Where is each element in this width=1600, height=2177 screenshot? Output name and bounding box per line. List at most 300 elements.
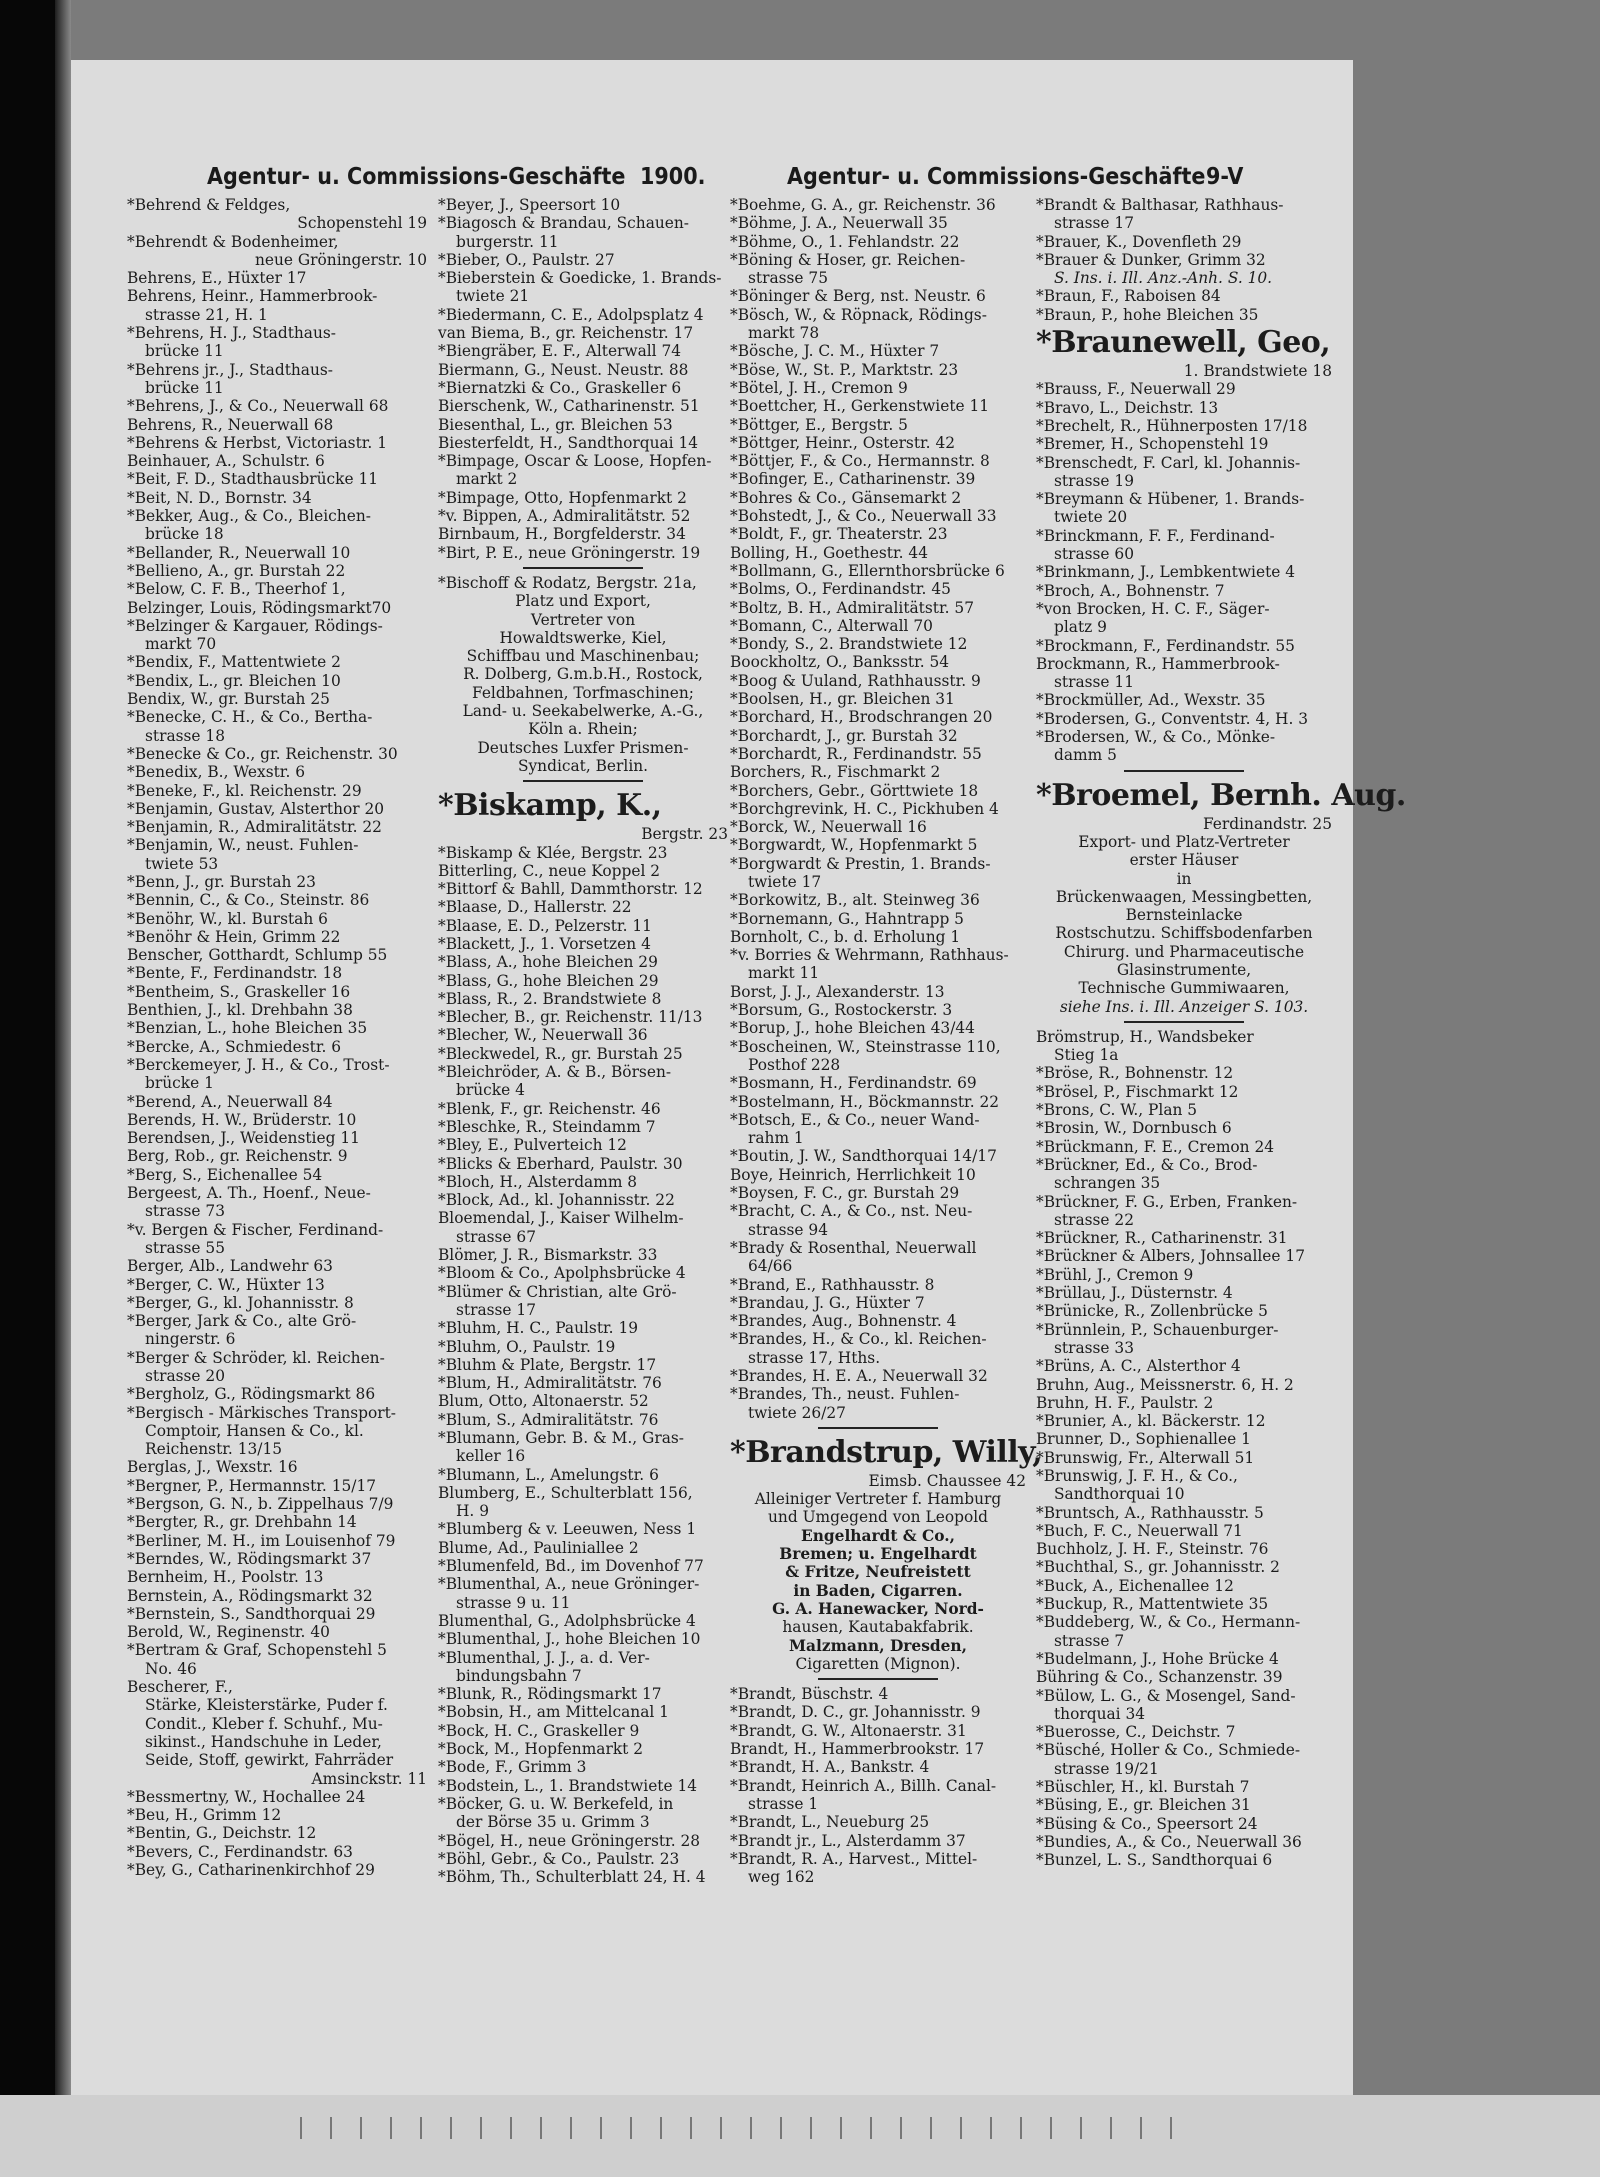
directory-entry: *Bluhm, O., Paulstr. 19	[438, 1337, 616, 1356]
directory-entry: *Bleichröder, A. & B., Börsen-	[438, 1063, 672, 1082]
directory-entry: R. Dolberg, G.m.b.H., Rostock,	[463, 665, 703, 684]
directory-entry: *Blum, S., Admiralitätstr. 76	[438, 1410, 659, 1429]
directory-entry: *Brandt, D. C., gr. Johannisstr. 9	[730, 1703, 981, 1722]
directory-entry: twiete 53	[145, 854, 219, 873]
directory-entry: und Umgegend von Leopold	[768, 1508, 988, 1527]
directory-entry: *Bentheim, S., Graskeller 16	[127, 982, 351, 1001]
directory-entry: Schiffbau und Maschinenbau;	[466, 647, 700, 666]
directory-entry: *Blumberg & v. Leeuwen, Ness 1	[438, 1520, 697, 1539]
directory-entry: Technische Gummiwaaren,	[1078, 979, 1290, 998]
directory-entry: *Brandes, Th., neust. Fuhlen-	[730, 1385, 960, 1404]
directory-entry: Bornholt, C., b. d. Erholung 1	[730, 927, 961, 946]
directory-entry: strasse 17	[1054, 214, 1134, 233]
directory-entry: Amsinckstr. 11	[311, 1769, 427, 1788]
directory-entry: *Below, C. F. B., Theerhof 1,	[127, 580, 346, 599]
directory-entry: *Berger & Schröder, kl. Reichen-	[127, 1348, 385, 1367]
directory-entry: *Brandt jr., L., Alsterdamm 37	[730, 1831, 966, 1850]
directory-entry: *Boettcher, H., Gerkenstwiete 11	[730, 397, 990, 416]
directory-entry: Bierschenk, W., Catharinenstr. 51	[438, 397, 700, 416]
directory-entry: brücke 11	[145, 342, 224, 361]
directory-entry: keller 16	[456, 1447, 526, 1466]
directory-entry: brücke 18	[145, 525, 224, 544]
directory-entry: *Bofinger, E., Catharinenstr. 39	[730, 470, 976, 489]
directory-entry: *Brechelt, R., Hühnerposten 17/18	[1036, 416, 1308, 435]
directory-entry: *Bohres & Co., Gänsemarkt 2	[730, 488, 962, 507]
directory-entry: *Brandt, H. A., Bankstr. 4	[730, 1758, 930, 1777]
directory-entry: *Blumann, Gebr. B. & M., Gras-	[438, 1429, 684, 1447]
display-entry-name: *Braunewell, Geo,	[1036, 325, 1331, 361]
directory-entry: *Bergisch - Märkisches Transport-	[127, 1403, 396, 1422]
directory-entry: *Brandes, H., & Co., kl. Reichen-	[730, 1330, 987, 1349]
directory-entry: *Botsch, E., & Co., neuer Wand-	[730, 1110, 980, 1129]
separator-rule	[1124, 1021, 1244, 1023]
directory-entry: *Bösch, W., & Röpnack, Rödings-	[730, 305, 987, 324]
directory-entry: *Behrens & Herbst, Victoriastr. 1	[127, 433, 388, 452]
directory-entry: strasse 20	[145, 1367, 225, 1385]
directory-entry: *Bock, M., Hopfenmarkt 2	[438, 1740, 644, 1759]
directory-entry: in Baden, Cigarren.	[793, 1581, 963, 1600]
directory-entry: Comptoir, Hansen & Co., kl.	[145, 1421, 364, 1440]
directory-entry: Bergeest, A. Th., Hoenf., Neue-	[127, 1184, 371, 1203]
directory-entry: Buchholz, J. H. F., Steinstr. 76	[1036, 1540, 1269, 1559]
directory-entry: strasse 33	[1054, 1338, 1134, 1357]
directory-entry: *Borsum, G., Rostockerstr. 3	[730, 1001, 953, 1020]
directory-entry: *Block, Ad., kl. Johannisstr. 22	[438, 1191, 675, 1210]
directory-entry: Berg, Rob., gr. Reichenstr. 9	[127, 1147, 348, 1166]
directory-entry: *Brosin, W., Dornbusch 6	[1036, 1119, 1232, 1138]
directory-entry: Berold, W., Reginenstr. 40	[127, 1623, 330, 1642]
directory-entry: *Berger, Jark & Co., alte Grö-	[127, 1312, 357, 1331]
directory-entry: Köln a. Rhein;	[528, 720, 638, 739]
directory-entry: *Boltz, B. H., Admiralitätstr. 57	[730, 598, 974, 617]
directory-entry: *Berg, S., Eichenallee 54	[127, 1165, 323, 1184]
directory-entry: *Boog & Uuland, Rathhausstr. 9	[730, 671, 981, 690]
directory-entry: *Bunzel, L. S., Sandthorquai 6	[1036, 1851, 1273, 1870]
directory-entry: *Boehme, G. A., gr. Reichenstr. 36	[730, 196, 996, 214]
directory-entry: *Blumenthal, A., neue Gröninger-	[438, 1575, 700, 1594]
directory-entry: *Blecher, W., Neuerwall 36	[438, 1026, 648, 1045]
directory-entry: *Bosmann, H., Ferdinandstr. 69	[730, 1074, 977, 1093]
directory-entry: platz 9	[1054, 618, 1107, 637]
directory-entry: *Bergholz, G., Rödingsmarkt 86	[127, 1385, 376, 1404]
directory-entry: *Brockmann, F., Ferdinandstr. 55	[1036, 636, 1295, 655]
directory-entry: *Boysen, F. C., gr. Burstah 29	[730, 1184, 960, 1203]
directory-entry: siehe Ins. i. Ill. Anzeiger S. 103.	[1059, 997, 1309, 1016]
directory-entry: Land- u. Seekabelwerke, A.-G.,	[462, 702, 704, 721]
directory-entry: *Borchgrevink, H. C., Pickhuben 4	[730, 799, 999, 818]
directory-entry: *Bodstein, L., 1. Brandstwiete 14	[438, 1776, 698, 1795]
directory-entry: Schopenstehl 19	[297, 214, 427, 233]
directory-entry: *Bente, F., Ferdinandstr. 18	[127, 964, 343, 983]
directory-entry: van Biema, B., gr. Reichenstr. 17	[438, 324, 694, 343]
running-header	[60, 164, 1244, 194]
header-left-title: Agentur- u. Commissions-Geschäfte	[207, 164, 626, 190]
directory-entry: Deutsches Luxfer Prismen-	[477, 738, 689, 757]
directory-entry: Biesenthal, L., gr. Bleichen 53	[438, 415, 673, 434]
directory-entry: *Blass, A., hohe Bleichen 29	[438, 953, 658, 972]
directory-entry: *Bösche, J. C. M., Hüxter 7	[730, 342, 940, 361]
directory-entry: *Borup, J., hohe Bleichen 43/44	[730, 1019, 975, 1038]
directory-entry: *Borgwardt, W., Hopfenmarkt 5	[730, 836, 978, 855]
directory-entry: *Beu, H., Grimm 12	[127, 1806, 282, 1825]
column-1	[127, 196, 427, 1879]
directory-entry: *Berend, A., Neuerwall 84	[127, 1092, 333, 1111]
directory-entry: *Bögel, H., neue Gröningerstr. 28	[438, 1831, 701, 1850]
directory-entry: Bitterling, C., neue Koppel 2	[438, 861, 661, 880]
directory-entry: *Brauer & Dunker, Grimm 32	[1036, 250, 1266, 269]
directory-entry: *Breymann & Hübener, 1. Brands-	[1036, 490, 1305, 509]
directory-entry: *Bock, H. C., Graskeller 9	[438, 1721, 640, 1740]
directory-entry: *Behrens, J., & Co., Neuerwall 68	[127, 397, 389, 416]
directory-entry: Rostschutzu. Schiffsbodenfarben	[1055, 924, 1313, 943]
directory-entry: *Brons, C. W., Plan 5	[1036, 1101, 1198, 1120]
directory-entry: *Benn, J., gr. Burstah 23	[127, 872, 316, 891]
directory-entry: markt 11	[748, 964, 820, 983]
directory-entry: *Bornemann, G., Hahntrapp 5	[730, 909, 964, 928]
directory-entry: *Buddeberg, W., & Co., Hermann-	[1036, 1613, 1301, 1632]
directory-entry: Berendsen, J., Weidenstieg 11	[127, 1129, 360, 1148]
directory-entry: *Benzian, L., hohe Bleichen 35	[127, 1019, 368, 1038]
directory-entry: *v. Bippen, A., Admiralitätstr. 52	[438, 507, 691, 526]
directory-entry: *Biengräber, E. F., Alterwall 74	[438, 342, 682, 361]
directory-entry: Borst, J. J., Alexanderstr. 13	[730, 982, 945, 1001]
directory-entry: *Bluhm, H. C., Paulstr. 19	[438, 1319, 639, 1338]
directory-entry: strasse 73	[145, 1202, 225, 1221]
directory-entry: *Bleschke, R., Steindamm 7	[438, 1117, 656, 1136]
directory-entry: *Bohstedt, J., & Co., Neuerwall 33	[730, 507, 997, 526]
directory-entry: *Böninger & Berg, nst. Neustr. 6	[730, 287, 986, 306]
directory-entry: twiete 17	[748, 872, 822, 891]
directory-entry: Blumberg, E., Schulterblatt 156,	[438, 1483, 693, 1502]
directory-entry: erster Häuser	[1129, 851, 1239, 870]
directory-entry: *Benecke & Co., gr. Reichenstr. 30	[127, 744, 398, 763]
directory-entry: *Brauer, K., Dovenfleth 29	[1036, 232, 1242, 251]
directory-entry: *Berndes, W., Rödingsmarkt 37	[127, 1549, 372, 1568]
directory-entry: strasse 75	[748, 269, 828, 288]
directory-entry: & Fritze, Neufreistett	[785, 1563, 971, 1582]
directory-entry: der Börse 35 u. Grimm 3	[456, 1813, 650, 1832]
directory-entry: *Blenk, F., gr. Reichenstr. 46	[438, 1099, 661, 1118]
directory-entry: strasse 67	[456, 1227, 536, 1246]
directory-entry: *Brüns, A. C., Alsterthor 4	[1036, 1357, 1241, 1376]
directory-entry: *Böning & Hoser, gr. Reichen-	[730, 250, 966, 269]
directory-entry: *Buch, F. C., Neuerwall 71	[1036, 1521, 1243, 1540]
directory-entry: Behrens, R., Neuerwall 68	[127, 415, 334, 434]
directory-entry: *Blümer & Christian, alte Grö-	[438, 1282, 677, 1301]
scan-dark-border	[0, 0, 55, 2177]
directory-entry: Malzmann, Dresden,	[789, 1636, 967, 1655]
directory-entry: burgerstr. 11	[456, 232, 559, 251]
directory-entry: *Biskamp & Klée, Bergstr. 23	[438, 843, 668, 862]
directory-entry: *Bollmann, G., Ellernthorsbrücke 6	[730, 561, 1005, 580]
directory-entry: Posthof 228	[748, 1055, 841, 1074]
directory-entry: *Borchardt, R., Ferdinandstr. 55	[730, 744, 982, 763]
directory-entry: *Böhme, J. A., Neuerwall 35	[730, 214, 948, 233]
directory-entry: *Bentin, G., Deichstr. 12	[127, 1824, 317, 1843]
directory-entry: thorquai 34	[1054, 1704, 1146, 1723]
directory-entry: Benthien, J., kl. Drehbahn 38	[127, 1001, 353, 1020]
directory-entry: *Beit, N. D., Bornstr. 34	[127, 488, 312, 507]
directory-entry: Benscher, Gotthardt, Schlump 55	[127, 946, 388, 965]
directory-entry: 64/66	[748, 1257, 793, 1276]
directory-entry: Feldbahnen, Torfmaschinen;	[471, 683, 694, 702]
directory-entry: Blömer, J. R., Bismarkstr. 33	[438, 1246, 658, 1265]
directory-entry: *Buerosse, C., Deichstr. 7	[1036, 1723, 1236, 1742]
directory-entry: Bescherer, F.,	[127, 1678, 233, 1697]
directory-entry: *Bimpage, Otto, Hopfenmarkt 2	[438, 488, 687, 507]
directory-entry: *Borchard, H., Brodschrangen 20	[730, 708, 993, 727]
directory-entry: brücke 1	[145, 1074, 214, 1093]
directory-entry: *Brenschedt, F. Carl, kl. Johannis-	[1036, 453, 1301, 472]
separator-rule	[818, 1427, 938, 1429]
directory-entry: *Borchers, Gebr., Görttwiete 18	[730, 781, 979, 800]
directory-entry: *Brandt, Heinrich A., Billh. Canal-	[730, 1776, 997, 1795]
directory-entry: *Berckemeyer, J. H., & Co., Trost-	[127, 1055, 390, 1074]
directory-entry: *Brünnlein, P., Schauenburger-	[1036, 1320, 1279, 1339]
directory-entry: strasse 18	[145, 726, 225, 745]
directory-entry: *Brand, E., Rathhausstr. 8	[730, 1275, 935, 1294]
directory-entry: *Bekker, Aug., & Co., Bleichen-	[127, 507, 371, 526]
directory-entry: damm 5	[1054, 746, 1117, 765]
directory-entry: *Benöhr & Hein, Grimm 22	[127, 927, 341, 946]
directory-entry: *Braun, F., Raboisen 84	[1036, 287, 1221, 306]
directory-entry: *Bercke, A., Schmiedestr. 6	[127, 1037, 342, 1056]
directory-entry: *Böttjer, F., & Co., Hermannstr. 8	[730, 452, 990, 471]
directory-entry: Boye, Heinrich, Herrlichkeit 10	[730, 1165, 976, 1184]
directory-entry: hausen, Kautabakfabrik.	[782, 1618, 974, 1637]
directory-entry: schrangen 35	[1054, 1174, 1161, 1193]
directory-entry: bindungsbahn 7	[456, 1666, 582, 1685]
directory-entry: strasse 17, Hths.	[748, 1348, 881, 1367]
directory-entry: Ferdinandstr. 25	[1202, 814, 1332, 833]
directory-entry: *Blecher, B., gr. Reichenstr. 11/13	[438, 1008, 703, 1027]
directory-entry: strasse 7	[1054, 1631, 1125, 1650]
book-gutter	[55, 0, 71, 2177]
directory-entry: weg 162	[748, 1868, 815, 1887]
display-entry-name: *Brandstrup, Willy,	[730, 1434, 1043, 1470]
column-2	[438, 196, 728, 1886]
directory-entry: *Brünicke, R., Zollenbrücke 5	[1036, 1302, 1268, 1321]
directory-entry: *Böttger, Heinr., Osterstr. 42	[730, 433, 956, 452]
directory-entry: Bernsteinlacke	[1125, 906, 1243, 925]
directory-entry: *Benjamin, Gustav, Alsterthor 20	[127, 799, 385, 818]
directory-entry: *Bimpage, Oscar & Loose, Hopfen-	[438, 452, 712, 471]
directory-entry: *Brunswig, J. F. H., & Co.,	[1036, 1467, 1238, 1485]
directory-entry: *Bellieno, A., gr. Burstah 22	[127, 561, 346, 580]
directory-entry: *Blumann, L., Amelungstr. 6	[438, 1465, 659, 1484]
directory-entry: *Belzinger & Kargauer, Rödings-	[127, 616, 383, 635]
directory-entry: *Bomann, C., Alterwall 70	[730, 616, 933, 635]
directory-entry: brücke 4	[456, 1081, 525, 1100]
directory-entry: *Borchardt, J., gr. Burstah 32	[730, 726, 958, 745]
column-4	[1036, 196, 1406, 1870]
directory-entry: *Bittorf & Bahll, Dammthorstr. 12	[438, 880, 703, 899]
directory-entry: *Berliner, M. H., im Louisenhof 79	[127, 1531, 396, 1550]
directory-entry: *Bracht, C. A., & Co., nst. Neu-	[730, 1202, 973, 1221]
directory-entry: *Bostelmann, H., Böckmannstr. 22	[730, 1092, 1000, 1111]
directory-entry: *Bergson, G. N., b. Zippelhaus 7/9	[127, 1495, 394, 1514]
directory-entry: Brandt, H., Hammerbrookstr. 17	[730, 1740, 985, 1759]
directory-entry: *Borkowitz, B., alt. Steinweg 36	[730, 891, 980, 910]
directory-entry: *Biagosch & Brandau, Schauen-	[438, 214, 689, 233]
directory-entry: *Brandt, G. W., Altonaerstr. 31	[730, 1721, 967, 1740]
directory-entry: Borchers, R., Fischmarkt 2	[730, 763, 941, 782]
directory-entry: *v. Bergen & Fischer, Ferdinand-	[127, 1220, 384, 1239]
directory-entry: strasse 17	[456, 1300, 536, 1319]
directory-entry: *Brinckmann, F. F., Ferdinand-	[1036, 526, 1275, 545]
directory-entry: Cigaretten (Mignon).	[795, 1654, 961, 1673]
directory-entry: *Brockmüller, Ad., Wexstr. 35	[1036, 691, 1266, 710]
directory-entry: *Budelmann, J., Hohe Brücke 4	[1036, 1649, 1279, 1668]
directory-entry: *Brauss, F., Neuerwall 29	[1036, 380, 1236, 399]
directory-entry: *Berger, C. W., Hüxter 13	[127, 1275, 325, 1294]
directory-entry: Beinhauer, A., Schulstr. 6	[127, 452, 325, 471]
directory-entry: *Bergter, R., gr. Drehbahn 14	[127, 1513, 357, 1532]
directory-entry: *Bleckwedel, R., gr. Burstah 25	[438, 1044, 683, 1063]
directory-entry: *Bellander, R., Neuerwall 10	[127, 543, 351, 562]
directory-entry: *Brandt, Büschstr. 4	[730, 1685, 889, 1704]
directory-entry: *Bendix, L., gr. Bleichen 10	[127, 671, 341, 690]
directory-entry: *Beneke, F., kl. Reichenstr. 29	[127, 781, 362, 800]
directory-entry: Brömstrup, H., Wandsbeker	[1036, 1027, 1254, 1046]
directory-entry: Vertreter von	[530, 610, 636, 629]
directory-entry: *von Brocken, H. C. F., Säger-	[1036, 599, 1270, 618]
directory-entry: G. A. Hanewacker, Nord-	[772, 1599, 984, 1618]
directory-entry: *Brückner & Albers, Johnsallee 17	[1036, 1247, 1305, 1266]
directory-entry: Howaldtswerke, Kiel,	[499, 628, 667, 647]
directory-entry: *Broch, A., Bohnenstr. 7	[1036, 581, 1225, 600]
directory-entry: *Brühl, J., Cremon 9	[1036, 1265, 1194, 1284]
directory-entry: Bremen; u. Engelhardt	[779, 1545, 977, 1564]
directory-entry: *Bernstein, S., Sandthorquai 29	[127, 1604, 376, 1623]
directory-entry: sikinst., Handschuhe in Leder,	[145, 1732, 382, 1751]
directory-entry: Bernstein, A., Rödingsmarkt 32	[127, 1586, 373, 1605]
directory-entry: strasse 55	[145, 1238, 225, 1257]
directory-entry: *Brunswig, Fr., Alterwall 51	[1036, 1448, 1255, 1467]
directory-entry: *Bieber, O., Paulstr. 27	[438, 250, 615, 269]
directory-entry: *Bergner, P., Hermannstr. 15/17	[127, 1476, 377, 1495]
directory-entry: *Bravo, L., Deichstr. 13	[1036, 398, 1219, 417]
directory-entry: brücke 11	[145, 378, 224, 397]
directory-entry: *Buckup, R., Mattentwiete 35	[1036, 1595, 1269, 1614]
directory-entry: Glasinstrumente,	[1116, 960, 1252, 979]
directory-entry: *Böhm, Th., Schulterblatt 24, H. 4	[438, 1868, 706, 1887]
directory-entry: *Büschler, H., kl. Burstah 7	[1036, 1778, 1250, 1797]
directory-entry: *Brandes, H. E. A., Neuerwall 32	[730, 1367, 988, 1385]
directory-entry: Syndicat, Berlin.	[517, 756, 649, 775]
directory-entry: *Benedix, B., Wexstr. 6	[127, 763, 306, 782]
directory-entry: strasse 9 u. 11	[456, 1593, 571, 1612]
directory-entry: *Berger, G., kl. Johannisstr. 8	[127, 1293, 354, 1312]
directory-entry: rahm 1	[748, 1129, 804, 1148]
directory-entry: *Beyer, J., Speersort 10	[438, 196, 621, 214]
directory-entry: *Bessmertny, W., Hochallee 24	[127, 1787, 366, 1806]
directory-entry: strasse 21, H. 1	[145, 305, 268, 324]
directory-entry: *Brandt, L., Neueburg 25	[730, 1813, 930, 1832]
directory-entry: markt 2	[456, 470, 518, 489]
directory-entry: *Blumenthal, J., hohe Bleichen 10	[438, 1630, 701, 1649]
directory-entry: *Benjamin, W., neust. Fuhlen-	[127, 836, 359, 855]
directory-entry: S. Ins. i. Ill. Anz.-Anh. S. 10.	[1054, 269, 1273, 288]
directory-entry: Behrens, Heinr., Hammerbrook-	[127, 287, 378, 306]
separator-rule	[523, 567, 643, 569]
directory-entry: *Buck, A., Eichenallee 12	[1036, 1576, 1234, 1595]
directory-entry: Bühring & Co., Schanzenstr. 39	[1036, 1668, 1283, 1687]
directory-entry: *Blumenfeld, Bd., im Dovenhof 77	[438, 1557, 704, 1576]
directory-entry: *Brüllau, J., Düsternstr. 4	[1036, 1284, 1233, 1303]
directory-entry: strasse 22	[1054, 1210, 1134, 1229]
directory-entry: *Bertram & Graf, Schopenstehl 5	[127, 1641, 387, 1660]
directory-entry: *Bundies, A., & Co., Neuerwall 36	[1036, 1832, 1302, 1851]
directory-entry: Bloemendal, J., Kaiser Wilhelm-	[438, 1209, 684, 1228]
directory-entry: Eimsb. Chaussee 42	[868, 1471, 1026, 1490]
directory-entry: Blume, Ad., Pauliniallee 2	[438, 1538, 639, 1557]
directory-entry: *Behrens jr., J., Stadthaus-	[127, 360, 333, 379]
directory-entry: *Brady & Rosenthal, Neuerwall	[730, 1238, 977, 1257]
directory-entry: Bendix, W., gr. Burstah 25	[127, 690, 330, 709]
directory-entry: markt 70	[145, 635, 217, 654]
directory-entry: *Bloom & Co., Apolphsbrücke 4	[438, 1264, 686, 1283]
directory-entry: Platz und Export,	[515, 592, 651, 611]
directory-entry: *Böhme, O., 1. Fehlandstr. 22	[730, 232, 960, 251]
directory-entry: twiete 26/27	[748, 1403, 846, 1422]
directory-entry: *Borck, W., Neuerwall 16	[730, 818, 927, 837]
directory-entry: *Biedermann, C. E., Adolpsplatz 4	[438, 305, 704, 324]
directory-entry: *Bülow, L. G., & Mosengel, Sand-	[1036, 1686, 1296, 1705]
header-right-title: Agentur- u. Commissions-Geschäfte	[787, 164, 1206, 190]
directory-entry: *Blackett, J., 1. Vorsetzen 4	[438, 934, 651, 953]
directory-entry: Berglas, J., Wexstr. 16	[127, 1458, 298, 1477]
directory-entry: *Benöhr, W., kl. Burstah 6	[127, 909, 328, 928]
directory-entry: *Bröse, R., Bohnenstr. 12	[1036, 1064, 1234, 1083]
directory-entry: *Büsché, Holler & Co., Schmiede-	[1036, 1741, 1301, 1760]
directory-entry: *Blunk, R., Rödingsmarkt 17	[438, 1685, 662, 1704]
directory-entry: Condit., Kleber f. Schuhf., Mu-	[145, 1714, 383, 1733]
directory-entry: Bernheim, H., Poolstr. 13	[127, 1568, 324, 1587]
directory-entry: neue Gröningerstr. 10	[254, 250, 427, 269]
directory-entry: Seide, Stoff, gewirkt, Fahrräder	[145, 1751, 394, 1770]
directory-entry: *Bey, G., Catharinenkirchhof 29	[127, 1861, 375, 1880]
directory-entry: Belzinger, Louis, Rödingsmarkt70	[127, 598, 392, 617]
directory-entry: *Bischoff & Rodatz, Bergstr. 21a,	[438, 573, 697, 592]
separator-rule	[523, 780, 643, 782]
directory-entry: *Blum, H., Admiralitätstr. 76	[438, 1374, 662, 1393]
directory-entry: *Bendix, F., Mattentwiete 2	[127, 653, 341, 672]
directory-entry: twiete 20	[1054, 508, 1128, 527]
directory-entry: *Böttger, E., Bergstr. 5	[730, 415, 908, 434]
directory-entry: *Birt, P. E., neue Gröningerstr. 19	[438, 543, 701, 562]
directory-entry: strasse 19/21	[1054, 1759, 1159, 1778]
display-entry-name: *Biskamp, K.,	[438, 788, 662, 824]
directory-entry: *Brückner, R., Catharinenstr. 31	[1036, 1229, 1288, 1248]
directory-entry: Blumenthal, G., Adolphsbrücke 4	[438, 1611, 696, 1630]
directory-entry: *Benjamin, R., Admiralitätstr. 22	[127, 818, 382, 837]
directory-entry: Blum, Otto, Altonaerstr. 52	[438, 1392, 649, 1411]
directory-entry: *Bötel, J. H., Cremon 9	[730, 378, 908, 397]
directory-entry: strasse 60	[1054, 545, 1134, 564]
directory-entry: *Büsing & Co., Speersort 24	[1036, 1814, 1258, 1833]
separator-rule	[1124, 770, 1244, 772]
directory-entry: *Bremer, H., Schopenstehl 19	[1036, 435, 1269, 454]
directory-entry: Reichenstr. 13/15	[145, 1440, 283, 1459]
directory-entry: *Blass, G., hohe Bleichen 29	[438, 971, 659, 990]
directory-entry: Biesterfeldt, H., Sandthorquai 14	[438, 433, 699, 452]
directory-entry: *Bolms, O., Ferdinandstr. 45	[730, 580, 951, 599]
directory-entry: *Beit, F. D., Stadthausbrücke 11	[127, 470, 379, 489]
directory-entry: *Böcker, G. u. W. Berkefeld, in	[438, 1794, 674, 1813]
directory-entry: Stieg 1a	[1054, 1046, 1119, 1065]
directory-entry: *Bevers, C., Ferdinandstr. 63	[127, 1842, 353, 1861]
